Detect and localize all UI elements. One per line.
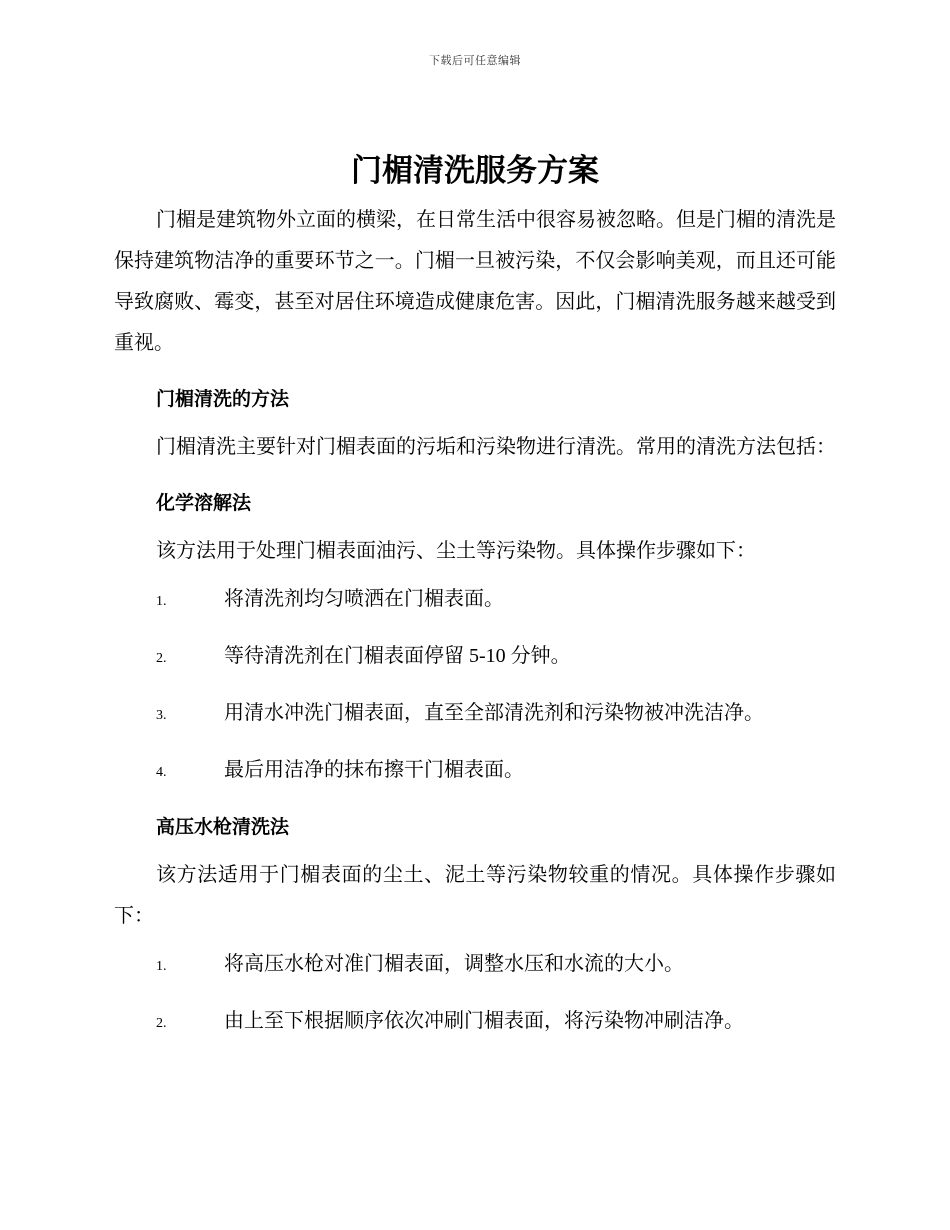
list-item [114,951,836,980]
list-item-text: 由上至下根据顺序依次冲刷门楣表面，将污染物冲刷洁净。 [224,1010,744,1032]
section-heading-chemical: 化学溶解法 [156,492,252,514]
document-title: 门楣清洗服务方案 [351,153,599,189]
list-item-text: 等待清洗剂在门楣表面停留 5-10 分钟。 [224,645,571,667]
list-item-number: 3. [156,708,167,723]
list-item [114,643,836,672]
list-item [114,757,836,786]
section-heading-pressure: 高压水枪清洗法 [156,816,290,838]
list-item-text: 将清洗剂均匀喷洒在门楣表面。 [224,588,504,610]
list-item-number: 1. [156,959,167,974]
chemical-paragraph: 该方法用于处理门楣表面油污、尘土等污染物。具体操作步骤如下： [156,540,756,562]
methods-paragraph: 门楣清洗主要针对门楣表面的污垢和污染物进行清洗。常用的清洗方法包括： [156,436,836,458]
list-item [114,586,836,615]
list-item-text: 最后用洁净的抹布擦干门楣表面。 [224,759,524,781]
list-item-number: 2. [156,651,167,666]
intro-paragraph: 门楣是建筑物外立面的横梁，在日常生活中很容易被忽略。但是门楣的清洗是保持建筑物洁净的重要环节之一。门楣一旦被污染，不仅会影响美观，而且还可能导致腐败、霉变，甚至对居住环境造成健康危害。因此，门楣清洗服务越来越受到重视。 [114,209,836,354]
section-heading-methods: 门楣清洗的方法 [156,388,290,410]
list-item-number: 4. [156,765,167,780]
list-item-number: 1. [156,594,167,609]
list-item [114,1008,836,1037]
header-note: 下载后可任意编辑 [429,55,521,67]
list-item [114,700,836,729]
list-item-number: 2. [156,1016,167,1031]
pressure-paragraph: 该方法适用于门楣表面的尘土、泥土等污染物较重的情况。具体操作步骤如下： [114,864,836,927]
list-item-text: 将高压水枪对准门楣表面，调整水压和水流的大小。 [224,953,684,975]
list-item-text: 用清水冲洗门楣表面，直至全部清洗剂和污染物被冲洗洁净。 [224,702,764,724]
document-body [114,200,836,1037]
